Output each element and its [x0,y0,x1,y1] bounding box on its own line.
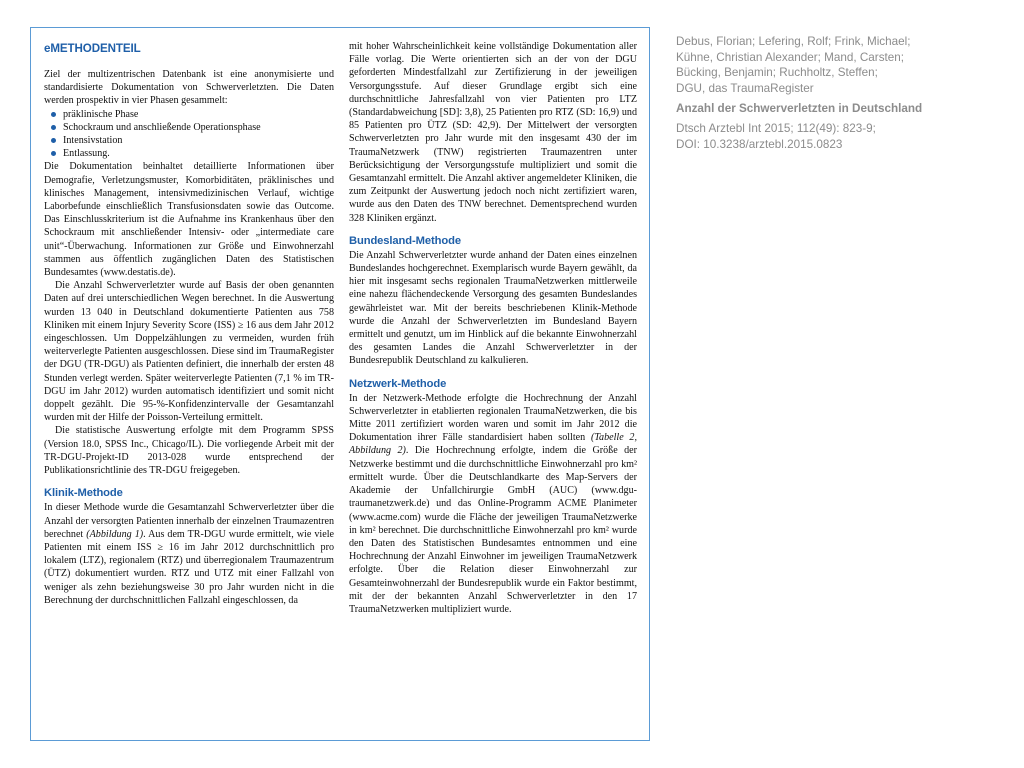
klinik-text: In dieser Methode wurde die Gesamtanzahl Schwerverletzter über die Anzahl der versorgten Patienten innerhalb der einzelnen Traumazentren berechnet [44,502,334,540]
list-item: präklinische Phase [50,108,334,121]
netzwerk-section-title: Netzwerk-Methode [349,377,447,390]
klinik-text: . Aus dem TR-DGU wurde ermittelt, wie viele Patienten mit einem ISS ≥ 16 im Jahr 2012 durchschnittlich pro lokalem (LTZ), regionalem (RTZ) und überregionalem Traumazentrum (ÜTZ) dokumentiert wurden. RTZ und UTZ mit einer Fallzahl von weniger als zehn beziehungsweise 30 pro Jahr wurden nicht in die Berechnung der durchschnittlichen Fallzahl eingeschlossen, da [44,528,334,606]
klinik-paragraph [44,501,334,607]
citation-title: Anzahl der Schwerverletzten in Deutschland [676,102,923,116]
citation-block [676,34,1006,152]
figure-reference: (Abbildung 1) [86,528,144,540]
netzwerk-text: In der Netzwerk-Methode erfolgte die Hochrechnung der Anzahl Schwerverletzter in etablierten regionalen TraumaNetzwerken, die bis Mitte 2011 zertifiziert worden waren und somit im Jahr 2012 die Dokumentation ihrer Fälle standardisiert haben sollten [349,392,637,444]
netzwerk-text: . Die Hochrechnung erfolgte, indem die Größe der Netzwerke bestimmt und die durchschnittliche Einwohnerzahl pro km² ermittelt wurde. Über die Deutschlandkarte des Map-Servers der Akademie der Unfallchirurgie GmbH (AUC) (www.dgu-traumanetzwerk.de) und das Online-Programm ACME Planimeter (www.acme.com) wurde die Fläche der jeweiligen TraumaNetzwerke in km² berechnet. Die durchschnittliche Einwohnerzahl pro km² wurde den Daten des Statistischen Bundesamtes entnommen und eine Hochrechnung der Anzahl Einwohner im jeweiligen TraumaNetzwerk erfolgte. Über die Relation dieser Einwohnerzahl zur Gesamteinwohnerzahl der Bundesrepublik wurde ein Faktor bestimmt, mit der der bekannten Anzahl Schwerverletzter in den 17 TraumaNetzwerken multipliziert wurde. [349,445,637,615]
citation-author-line: Kühne, Christian Alexander; Mand, Carsten; [676,50,905,64]
klinik-continued-paragraph: mit hoher Wahrscheinlichkeit keine vollständige Dokumentation aller Fälle vorlag. Die Werte orientierten sich an der von der DGU geforderten Mindestfallzahl zur Zertifizierung in der jeweiligen Versorgungsstufe. Auf dieser Grundlage ergibt sich eine durchschnittliche Jahresfallzahl von vier Patienten pro LTZ (Standardabweichung [SD]: 3,8), 25 Patienten pro RTZ (SD: 16,9) und 85 Patienten pro ÜTZ (SD: 42,9). Der Mittelwert der versorgten Schwerverletzten pro Jahr wurde mit den insgesamt 430 der im TraumaNetzwerk (TNW) registrierten Traumazentren unter Berücksichtigung der Versorgungsstufe multipliziert und somit die Gesamtanzahl ermittelt. Die Anzahl aktiver angemeldeter Kliniken, die zum Zeitpunkt der Auswertung jedoch noch nicht zertifiziert waren, wurde aus den Daten des TNW berechnet. Dementsprechend wurden 328 Kliniken ergänzt. [349,41,637,224]
phase-list [44,108,334,161]
article-column-right [349,40,637,616]
citation-author-line: Bücking, Benjamin; Ruchholtz, Steffen; [676,66,878,80]
documentation-paragraph: Die Dokumentation beinhaltet detaillierte Informationen über Demografie, Verletzungsmuster, Komorbiditäten, präklinisches und klinisches Management, intensivmedizinischen Verlauf, wichtige Laborbefunde einschließlich Transfusionsdaten sowie das Outcome. Das Einschlusskriterium ist die Aufnahme ins Krankenhaus über den Schockraum mit anschließender Intensiv- oder „intermediate care unit“-Überwachung. Informationen zur Größe und Einwohnerzahl stammen aus öffentlich zugänglichen Daten des Statistischen Bundesamtes (www.destatis.de). [44,161,334,279]
klinik-section-title: Klinik-Methode [44,487,123,500]
bundesland-paragraph: Die Anzahl Schwerverletzter wurde anhand der Daten eines einzelnen Bundeslandes hochgerechnet. Exemplarisch wurde Bayern gewählt, da hier mit insgesamt sechs regionalen TraumaNetzwerken mittlerweile eine nahezu flächendeckende Versorgung des gesamten Bundeslandes gewährleistet war. Mit der bereits beschriebenen Klinik-Methode wurde die Anzahl der Schwerverletzten im Bundesland Bayern ermittelt und genutzt, um im Hinblick auf die bekannte Einwohnerzahl des gesamten Landes die Anzahl Schwerverletzter in der Bundesrepublik Deutschland zu kalkulieren. [349,249,637,367]
article-page [30,27,650,741]
citation-journal: Dtsch Arztebl Int 2015; 112(49): 823-9; [676,121,876,135]
bundesland-section-title: Bundesland-Methode [349,234,461,247]
citation-author-line: Debus, Florian; Lefering, Rolf; Frink, Michael; [676,35,911,48]
intro-paragraph: Ziel der multizentrischen Datenbank ist eine anonymisierte und standardisierte Dokumentation von Schwerverletzten. Die Daten werden prospektiv in vier Phasen gesammelt: [44,69,334,107]
article-heading: eMETHODENTEIL [44,42,141,55]
citation-doi: DOI: 10.3238/arztebl.2015.0823 [676,137,843,151]
citation-author-line: DGU, das TraumaRegister [676,81,814,95]
netzwerk-paragraph [349,392,637,616]
list-item: Intensivstation [50,134,334,147]
table-reference: (Tabelle 2, Abbildung 2) [349,432,638,457]
statistics-paragraph: Die statistische Auswertung erfolgte mit dem Programm SPSS (Version 18.0, SPSS Inc., Chicago/IL). Die vorliegende Arbeit mit der TR-DGU-Projekt-ID 2013-028 wurde entsprechend der Publikationsrichtlinie des TR-DGU freigegeben. [44,425,334,477]
article-column-left [44,42,334,607]
list-item: Entlassung. [50,147,334,160]
count-paragraph: Die Anzahl Schwerverletzter wurde auf Basis der oben genannten Daten auf drei unterschiedlichen Wegen berechnet. In die Auswertung wurden 13 040 in Deutschland dokumentierte Patienten aus 758 Kliniken mit einem Injury Severity Score (ISS) ≥ 16 aus dem Jahr 2012 eingeschlossen. Um Doppelzählungen zu vermeiden, wurden früh weiterverlegte Patienten ausgeschlossen. Diese sind im TraumaRegister der DGU (TR-DGU) als Patienten definiert, die innerhalb der ersten 48 Stunden verlegt werden. Später weiterverlegte Patienten (7,1 % im TR-DGU im Jahr 2012) wurden automatisch identifiziert und somit nicht doppelt gezählt. Die 95-%-Konfidenzintervalle der Gesamtanzahl wurden mit der Hilfe der Poisson-Verteilung ermittelt. [44,280,334,424]
list-item: Schockraum und anschließende Operationsphase [50,121,334,134]
